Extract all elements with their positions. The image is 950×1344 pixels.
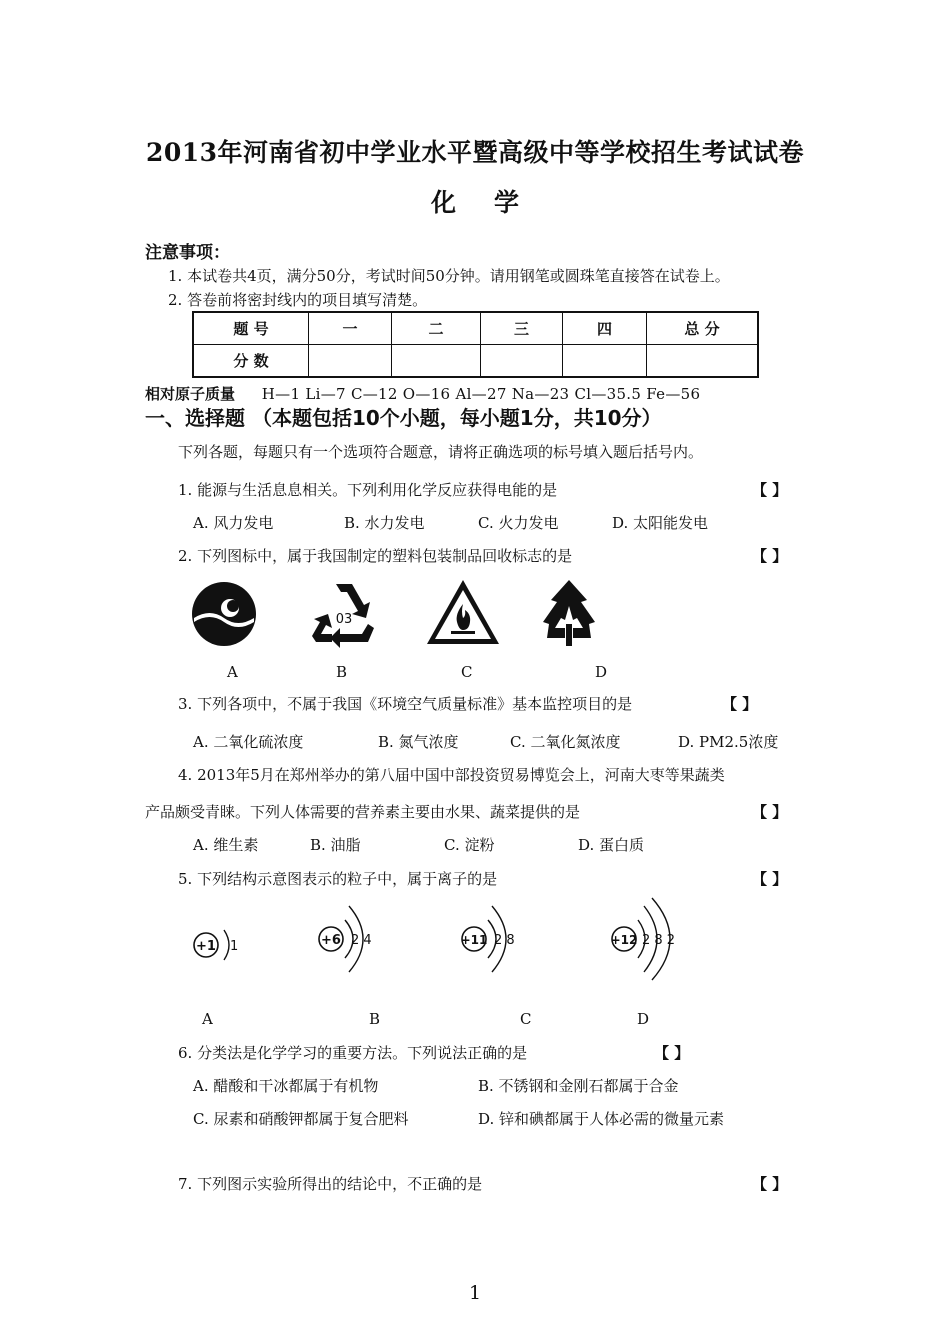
question-3-stem: 3. 下列各项中，不属于我国《环境空气质量标准》基本监控项目的是 (178, 695, 633, 713)
score-header-cell: 二 (392, 312, 481, 345)
question-1-stem: 1. 能源与生活息息相关。下列利用化学反应获得电能的是 (178, 481, 558, 499)
q4-option-c: C. 淀粉 (444, 836, 495, 854)
q2-label-c: C (461, 663, 473, 681)
q3-option-d: D. PM2.5浓度 (678, 733, 779, 751)
section-heading: 一、选择题 （本题包括10个小题，每小题1分，共10分） (145, 406, 662, 430)
answer-bracket-3[interactable]: 【 】 (722, 695, 758, 713)
particle-c-shells: 2 8 (494, 933, 515, 948)
particle-d-nucleus: +12 (610, 933, 638, 947)
icon-b-code: 03 (335, 612, 353, 627)
atomic-mass-values: H—1 Li—7 C—12 O—16 Al—27 Na—23 Cl—35.5 Fe—56 (261, 385, 701, 403)
q4-option-d: D. 蛋白质 (578, 836, 645, 854)
answer-bracket-1[interactable]: 【 】 (752, 481, 788, 499)
score-header-cell: 题 号 (193, 312, 309, 345)
score-table-header-row (193, 312, 758, 345)
answer-bracket-6[interactable]: 【 】 (654, 1044, 690, 1062)
q6-option-c: C. 尿素和硝酸钾都属于复合肥料 (193, 1110, 409, 1128)
answer-bracket-4[interactable]: 【 】 (752, 803, 788, 821)
answer-bracket-7[interactable]: 【 】 (752, 1175, 788, 1193)
section-instruction: 下列各题，每题只有一个选项符合题意，请将正确选项的标号填入题后括号内。 (178, 443, 704, 461)
q5-label-a: A (202, 1010, 213, 1028)
q3-option-a: A. 二氧化硫浓度 (193, 733, 304, 751)
q2-label-d: D (595, 663, 608, 681)
q1-option-c: C. 火力发电 (478, 514, 559, 532)
question-4-stem-line2: 产品颇受青睐。下列人体需要的营养素主要由水果、蔬菜提供的是 (145, 803, 581, 821)
score-header-cell: 总 分 (647, 312, 759, 345)
q1-option-a: A. 风力发电 (193, 514, 274, 532)
icon-a-water-logo-icon (190, 580, 258, 648)
subject-title: 化学 (430, 188, 557, 217)
notice-heading: 注意事项： (145, 243, 230, 263)
particle-d-diagram (608, 896, 698, 984)
score-cell[interactable] (647, 345, 759, 378)
question-4-stem-line1: 4. 2013年5月在郑州举办的第八届中国中部投资贸易博览会上，河南大枣等果蔬类 (178, 766, 725, 784)
score-cell[interactable] (309, 345, 392, 378)
q4-option-b: B. 油脂 (310, 836, 361, 854)
question-7-stem: 7. 下列图示实验所得出的结论中，不正确的是 (178, 1175, 483, 1193)
question-6-stem: 6. 分类法是化学学习的重要方法。下列说法正确的是 (178, 1044, 528, 1062)
particle-a-nucleus: +1 (196, 939, 216, 954)
atomic-mass-label: 相对原子质量 (145, 385, 236, 403)
q6-option-b: B. 不锈钢和金刚石都属于合金 (478, 1077, 679, 1095)
score-header-cell: 四 (563, 312, 647, 345)
q1-option-d: D. 太阳能发电 (612, 514, 709, 532)
q2-label-a: A (227, 663, 238, 681)
q5-label-d: D (637, 1010, 650, 1028)
answer-bracket-2[interactable]: 【 】 (752, 547, 788, 565)
score-cell[interactable] (563, 345, 647, 378)
particle-a-shells: 1 (230, 939, 239, 954)
score-cell[interactable] (392, 345, 481, 378)
q3-option-c: C. 二氧化氮浓度 (510, 733, 621, 751)
q4-option-a: A. 维生素 (193, 836, 259, 854)
notice-item-2: 2. 答卷前将密封线内的项目填写清楚。 (168, 291, 428, 309)
score-cell[interactable] (481, 345, 563, 378)
q2-label-b: B (336, 663, 348, 681)
exam-title: 2013年河南省初中学业水平暨高级中等学校招生考试试卷 (145, 138, 805, 167)
score-row-label: 分 数 (193, 345, 309, 378)
page-number: 1 (468, 1282, 482, 1304)
score-header-cell: 三 (481, 312, 563, 345)
score-table (192, 311, 759, 378)
particle-a-diagram (190, 920, 250, 970)
q3-option-b: B. 氮气浓度 (378, 733, 459, 751)
question-5-stem: 5. 下列结构示意图表示的粒子中，属于离子的是 (178, 870, 498, 888)
particle-c-nucleus: +11 (460, 933, 488, 947)
q6-option-a: A. 醋酸和干冰都属于有机物 (193, 1077, 379, 1095)
particle-b-shells: 2 4 (351, 933, 372, 948)
icon-c-flammable-warning-icon (425, 578, 501, 646)
atomic-mass-line (145, 383, 700, 404)
particle-b-nucleus: +6 (321, 933, 341, 948)
particle-d-shells: 2 8 2 (642, 933, 676, 948)
score-header-cell: 一 (309, 312, 392, 345)
q6-option-d: D. 锌和碘都属于人体必需的微量元素 (478, 1110, 725, 1128)
question-2-stem: 2. 下列图标中，属于我国制定的塑料包装制品回收标志的是 (178, 547, 573, 565)
q1-option-b: B. 水力发电 (344, 514, 425, 532)
q5-label-b: B (369, 1010, 381, 1028)
particle-c-diagram (458, 902, 538, 978)
particle-b-diagram (315, 902, 395, 978)
icon-b-plastic-recycle-icon (306, 578, 382, 648)
score-table-score-row (193, 345, 758, 378)
icon-d-recycle-arrows-icon (535, 578, 603, 646)
q5-label-c: C (520, 1010, 532, 1028)
answer-bracket-5[interactable]: 【 】 (752, 870, 788, 888)
notice-item-1: 1. 本试卷共4页，满分50分，考试时间50分钟。请用钢笔或圆珠笔直接答在试卷上。 (168, 267, 730, 285)
